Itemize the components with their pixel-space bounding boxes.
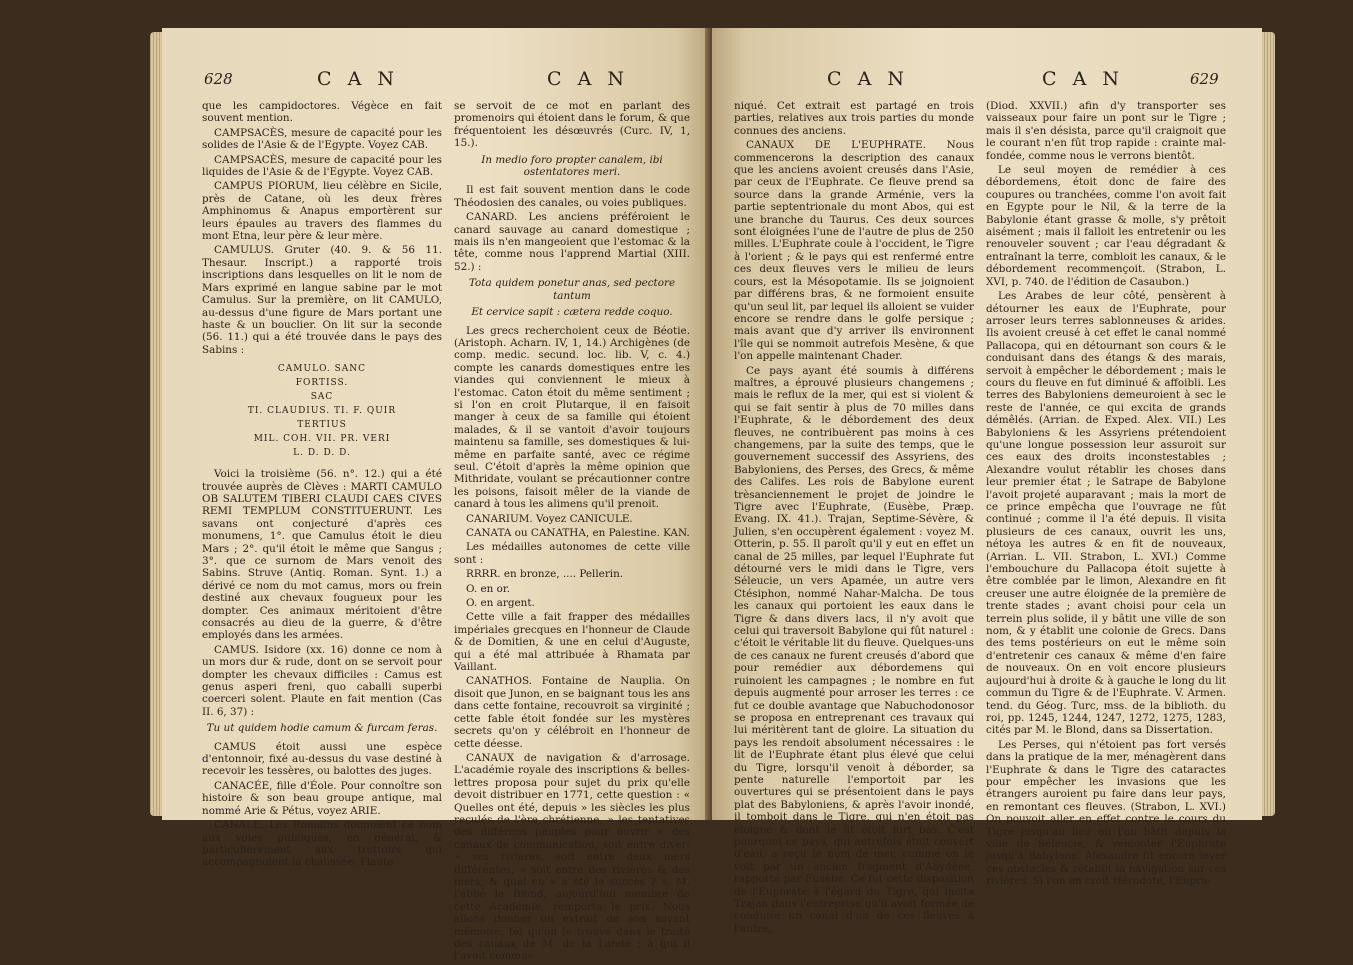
right-page: [712, 28, 1262, 935]
entry-canaux-euphrate: CANAUX DE L'EUPHRATE. Nous commencerons la description des canaux que les anciens avoient creusés dans l'Asie, par ceux de l'Euphrate. Ce fleuve prend sa source dans la grande Arménie, vers la partie septentrionale du mont Abos, qui est une branche du Taurus. Ces deux sources sont éloignées l'une de l'autre de plus de 250 milles. L'Euphrate coule à l'occident, le Tigre à l'orient ; & le pays qui est renfermé entre ces deux fleuves vers le milieu de leurs cours, est la Mésopotamie. Ils se joignoient par différens bras, & ne formoient ensuite qu'un seul lit, par lequel ils alloient se vuider encore se rendre dans le golfe persique ; mais avant que d'y arriver ils environnent l'île qui se nommoit autrefois Mesène, & que l'on appelle maintenant Chader.: [734, 139, 974, 363]
entry-canard: CANARD. Les anciens préféroient le canard sauvage au canard domestique ; mais ils n'en mangeoient que l'estomac & la tête, comme nous l'apprend Martial (XIII. 52.) :: [454, 211, 690, 273]
paragraph: que les campidoctores. Végèce en fait souvent mention.: [202, 100, 442, 125]
right-page-number: 629: [1190, 70, 1219, 88]
inscription-line: TI. CLAUDIUS. TI. F. QUIR: [247, 406, 397, 417]
left-running-head-2: C A N: [547, 68, 629, 90]
latin-quote: In medio foro propter canalem, ibi ostentatores meri.: [481, 153, 663, 179]
left-page-column-1: [202, 100, 442, 871]
left-page-header: [162, 68, 710, 94]
paragraph: Les médailles autonomes de cette ville sont :: [454, 541, 690, 566]
entry-camus: CAMUS. Isidore (xx. 16) donne ce nom à un mors dur & rude, dont on se servoit pour dompter les chevaux difficiles : Camus est genus asperi freni, quo caballi superbi coerceri solent. Plaute en fait mention (Cas II. 6, 37) :: [202, 643, 442, 718]
paragraph: Voici la troisième (56. n°. 12.) qui a été trouvée auprès de Clèves : MARTI CAMULO OB SALUTEM TIBERI CLAUDI CAES CIVES REMI TEMPLUM CONSTITUERUNT. Les savans ont conjecturé d'après ces monumens, 1°. que Camulus étoit le dieu Mars ; 2°. qu'il étoit le même que Sangus ; 3°. que ce surnom de Mars venoit des Sabins. Struve (Antiq. Roman. Synt. 1.) a dérivé ce nom du mot camus, mors ou frein destiné aux chevaux fougueux pour les dompter. Ces animaux méritoient d'être consacrés au dieu de la guerre, & d'être employés dans les armées.: [202, 468, 442, 642]
left-page-number: 628: [204, 70, 233, 88]
latin-quote: Tu ut quidem hodie camum & furcam feras.: [206, 722, 438, 735]
medal-line: RRRR. en bronze, .... Pellerin.: [466, 568, 624, 581]
paragraph: Le seul moyen de remédier à ces débordemens, étoit donc de faire des coupures ou tranchées, comme l'on avoit fait en Egypte pour le Nil, & la terre de la Babylonie étant grasse & molle, s'y prêtoit aisément ; mais il falloit les entretenir ou les renouveler souvent ; car l'eau dégradant & entraînant la terre, combloit les canaux, & le débordement recommençoit. (Strabon, L. XVI, p. 740. de l'édition de Casaubon.): [986, 164, 1226, 288]
right-page-column-1: [734, 100, 974, 937]
left-page: [162, 28, 710, 963]
entry-camus-entonnoir: CAMUS étoit aussi une espèce d'entonnoir, fixé au-dessus du vase destiné à recevoir les tessères, ou balottes des juges.: [202, 740, 442, 778]
open-book: [150, 28, 1275, 963]
paragraph: Cette ville a fait frapper des médailles impériales grecques en l'honneur de Claude & de Domitien, & une en celui d'Auguste, qui a été mal attribuée à Rhamata par Vaillant.: [454, 611, 690, 674]
paragraph: Ce pays ayant été soumis à différens maîtres, a éprouvé plusieurs changemens ; mais le reflux de la mer, qui est si violent & qui se fait sentir à plus de 70 milles dans l'Euphrate, & le débordement des deux fleuves, ne contribuèrent pas moins à ces changemens, par la suite des temps, que le gouvernement successif des Assyriens, des Babyloniens, des Perses, des Grecs, & même des Califes. Les rois de Babylone eurent trèsanciennement le projet de joindre le Tigre avec l'Euphrate, (Eusèbe, Præp. Evang. IX. 41.). Trajan, Septime-Sévère, & Julien, s'en occupèrent également : voyez M. Otterin, p. 55. Il paroît qu'il y eut en effet un canal de 25 milles, par lequel l'Euphrate fut détourné vers le midi dans le Tigre, vers Séleucie, un vers Apamée, un autre vers Ctésiphon, nommé Nahar-Malcha. De tous les canaux qui portoient les eaux dans le Tigre & dans divers lacs, il n'y avoit que celui qui traversoit Babylone qui fût naturel : c'étoit le véritable lit du fleuve. Quelques-uns de ces canaux ne furent creusés d'abord que pour remédier aux débordemens qui ruinoient les campagnes ; le nombre en fut depuis augmenté pour arroser les terres : ce fut ce double avantage que Nabuchodonosor se proposa en entreprenant ces travaux qui lui méritèrent tant de gloire. La situation du pays les rendoit absolument nécessaires : le lit de l'Euphrate étant plus élevé que celui du Tigre, lorsqu'il venoit à déborder, sa pente naturelle l'emportoit par les ouvertures qui se présentoient dans le pays plat des Babyloniens, & après l'avoir inondé, il tomboit dans le Tigre, qui n'en étoit pas éloigné & dont le lit étoit fort bas. C'est pourquoi ce pays, qui autrefois étoit couvert d'eau, a reçu le nom de mer, comme on le voit par un ancien fragment d'Abydène, rapporté par Eusèbe. Ce fut cette disposition de l'Euphrate à l'égard du Tigre, qui incita Trajan dans l'entreprise qu'il avoit formée de conduire un canal d'un de ces fleuves à l'autre,: [734, 364, 974, 935]
paragraph: niqué. Cet extrait est partagé en trois parties, relatives aux trois parties du monde connues des anciens.: [734, 100, 974, 137]
inscription-line: TERTIUS: [297, 420, 347, 431]
page-edges-right: [1261, 32, 1275, 816]
right-running-head-1: C A N: [827, 68, 909, 90]
inscription-line: L. D. D. D.: [293, 448, 351, 459]
paragraph: Les grecs recherchoient ceux de Béotie. (Aristoph. Acharn. IV, 1, 14.) Archigènes (de comp. medic. secund. loc. lib. V, c. 4.) compte les canards domestiques entre les viandes qui conviennent le mieux à l'estomac. Caton étoit du même sentiment ; si l'on en croit Plutarque, il en faisoit manger à ceux de sa famille qui étoient malades, & il se vantoit d'avoir toujours maintenu sa famille, ses domestiques & lui-même en parfaite santé, avec ce régime seul. C'étoit d'après la même opinion que Mithridate, voulant se précautionner contre les poisons, faisoit mêler de la viande de canard à tous les alimens qu'il prenoit.: [454, 324, 690, 511]
paragraph: Il est fait souvent mention dans le code Théodosien des canales, ou voies publiques.: [454, 184, 690, 209]
inscription-line: SAC: [310, 392, 334, 403]
medal-line: O. en or.: [466, 582, 511, 595]
left-running-head-1: C A N: [317, 68, 399, 90]
entry-canacee: CANACÉE, fille d'Éole. Pour connoître son histoire & son beau groupe antique, mal nommé Arie & Pétus, voyez ARIE.: [202, 779, 442, 817]
entry-canata: CANATA ou CANATHA, en Palestine. KAN.: [466, 527, 690, 539]
right-page-column-2: [986, 100, 1226, 890]
right-page-header: [712, 68, 1262, 94]
inscription-line: FORTISS.: [295, 378, 349, 389]
entry-campsaces-solides: CAMPSACÈS, mesure de capacité pour les solides de l'Asie & de l'Egypte. Voyez CAB.: [202, 126, 442, 152]
paragraph: (Diod. XXVII.) afin d'y transporter ses vaisseaux pour faire un pont sur le Tigre ; mais il s'en désista, parce qu'il craignoit que le courant n'en fût trop rapide : crainte mal-fondée, comme nous le verrons bientôt.: [986, 100, 1226, 162]
latin-quote: Tota quidem ponetur anas, sed pectore tantum: [468, 277, 676, 302]
paragraph: se servoit de ce mot en parlant des promenoirs qui étoient dans le forum, & que fréquentoient les désœuvrés (Curc. IV, 1, 15.).: [454, 100, 690, 150]
inscription-block: [202, 362, 442, 460]
paragraph: Les Perses, qui n'étoient pas fort versés dans la pratique de la mer, ménagèrent dans l'Euphrate & dans le Tigre des cataractes pour empêcher les invasions que les étrangers auroient pu faire dans leur pays, en remontant ces fleuves. (Strabon, L. XVI.) On pouvoit aller en effet contre le cours du Tigre jusqu'au lieu où l'on bâtit depuis la ville de Séleucie, & remonter l'Euphrate jusqu'à Babylone. Alexandre fit encore lever ces obstacles & rétablit la navigation sur ces rivières. Si l'on en croit Hérodote, l'Eupra-: [986, 738, 1226, 888]
medal-line: O. en argent.: [466, 597, 535, 610]
paragraph: Les Arabes de leur côté, pensèrent à détourner les eaux de l'Euphrate, pour arroser leurs terres sablonneuses & arides. Ils avoient creusé à cet effet le canal nommé Pallacopa, qui en détournant son cours & le conduisant dans des étangs & des marais, servoit à empêcher le débordement ; mais le cours du fleuve en fut diminué & affoibli. Les terres des Babyloniens demeuroient à sec le reste de l'année, ce qui excita de grands démêlés. (Arrian. de Exped. Alex. VII.) Les Babyloniens & les Assyriens prétendoient qu'une longue possession leur assuroit sur ces eaux des droits inconstestables ; Alexandre voulut rétablir les choses dans leur premier état ; le Satrape de Babylone l'avoit projeté auparavant ; mais la mort de ce prince empêcha que l'ouvrage ne fût continué ; comme il l'a été depuis. Il visita plusieurs de ces canaux, ouvrit les uns, nétoya les autres & en fit de nouveaux, (Arrian. L. VII. Strabon, L. XVI.) Comme l'embouchure du Pallacopa étoit sujette à être comblée par le limon, Alexandre en fit creuser une autre éloignée de la première de trente stades ; avant choisi pour cela un terrein plus solide, il y bâtit une ville de son nom, & y établit une colonie de Grecs. Dans des tems postérieurs on eut le même soin d'entretenir ces canaux & même d'en faire de nouveaux. On en voit encore plusieurs aujourd'hui à droite & à gauche le long du lit commun du Tigre & de l'Euphrate. V. Armen. tend. du Géog. Turc, mss. de la biblioth. du roi, pp. 1245, 1244, 1247, 1272, 1275, 1283, cités par M. le Blond, dans sa Dissertation.: [986, 290, 1226, 737]
left-page-column-2: [454, 100, 690, 965]
entry-campsaces-liquides: CAMPSACÈS, mesure de capacité pour les liquides de l'Asie & de l'Egypte. Voyez CAB.: [202, 153, 442, 179]
entry-canarium: CANARIUM. Voyez CANICULE.: [466, 512, 633, 525]
inscription-line: MIL. COH. VII. PR. VERI: [253, 434, 391, 445]
entry-canale: CANALE. Les Romains donnoient ce nom aux voies publiques, en général, & particulièrement aux trottoirs qui accompagnoient la chaussée. Plaute: [202, 819, 442, 869]
entry-camulus: CAMULUS. Gruter (40. 9. & 56 11. Thesaur. Inscript.) a rapporté trois inscriptions dans lesquelles on lit le nom de Mars exprimé en langue sabine par le mot Camulus. Sur la première, on lit CAMULO, au-dessus d'une figure de Mars portant une haste & un bouclier. On lit sur la seconde (56. 11.) qui a été trouvée dans le pays des Sabins :: [202, 244, 442, 356]
entry-canaux: CANAUX de navigation & d'arrosage. L'académie royale des inscriptions & belles-lettres proposa pour sujet du prix qu'elle devoit distribuer en 1771, cette question : « Quelles ont été, depuis » les siècles les plus reculés de l'ère chrétienne, » les tentatives des différens peuples pour ouvrir » des canaux de communication, soit entre diver- » ses rivières, soit entre deux mers différentes, » soit entre des rivières & des mers, & quel en » a été le succès ? ». M. l'abbé le Blond, aujourd'hui membre de cette Académie, remporta le prix. Nous allons donner un extrait de son savant mémoire, tel qu'on le trouve dans le traité des canaux de M. de la Lande ; à qui il l'avoit commu-: [454, 751, 690, 963]
latin-quote: Et cervice sapit : cætera redde coquo.: [471, 306, 673, 319]
inscription-line: CAMULO. SANC: [277, 364, 367, 375]
entry-canathos: CANATHOS. Fontaine de Nauplia. On disoit que Junon, en se baignant tous les ans dans cette fontaine, recouvroit sa virginité ; cette fable étoit fondée sur les mystères secrets qu'on y célébroit en l'honneur de cette déesse.: [454, 675, 690, 750]
right-running-head-2: C A N: [1042, 68, 1124, 90]
entry-campus-piorum: CAMPUS PIORUM, lieu célèbre en Sicile, près de Catane, où les deux frères Amphinomus & Anapus emportèrent sur leurs épaules au travers des flammes du mont Etna, leur père & leur mère.: [202, 180, 442, 243]
